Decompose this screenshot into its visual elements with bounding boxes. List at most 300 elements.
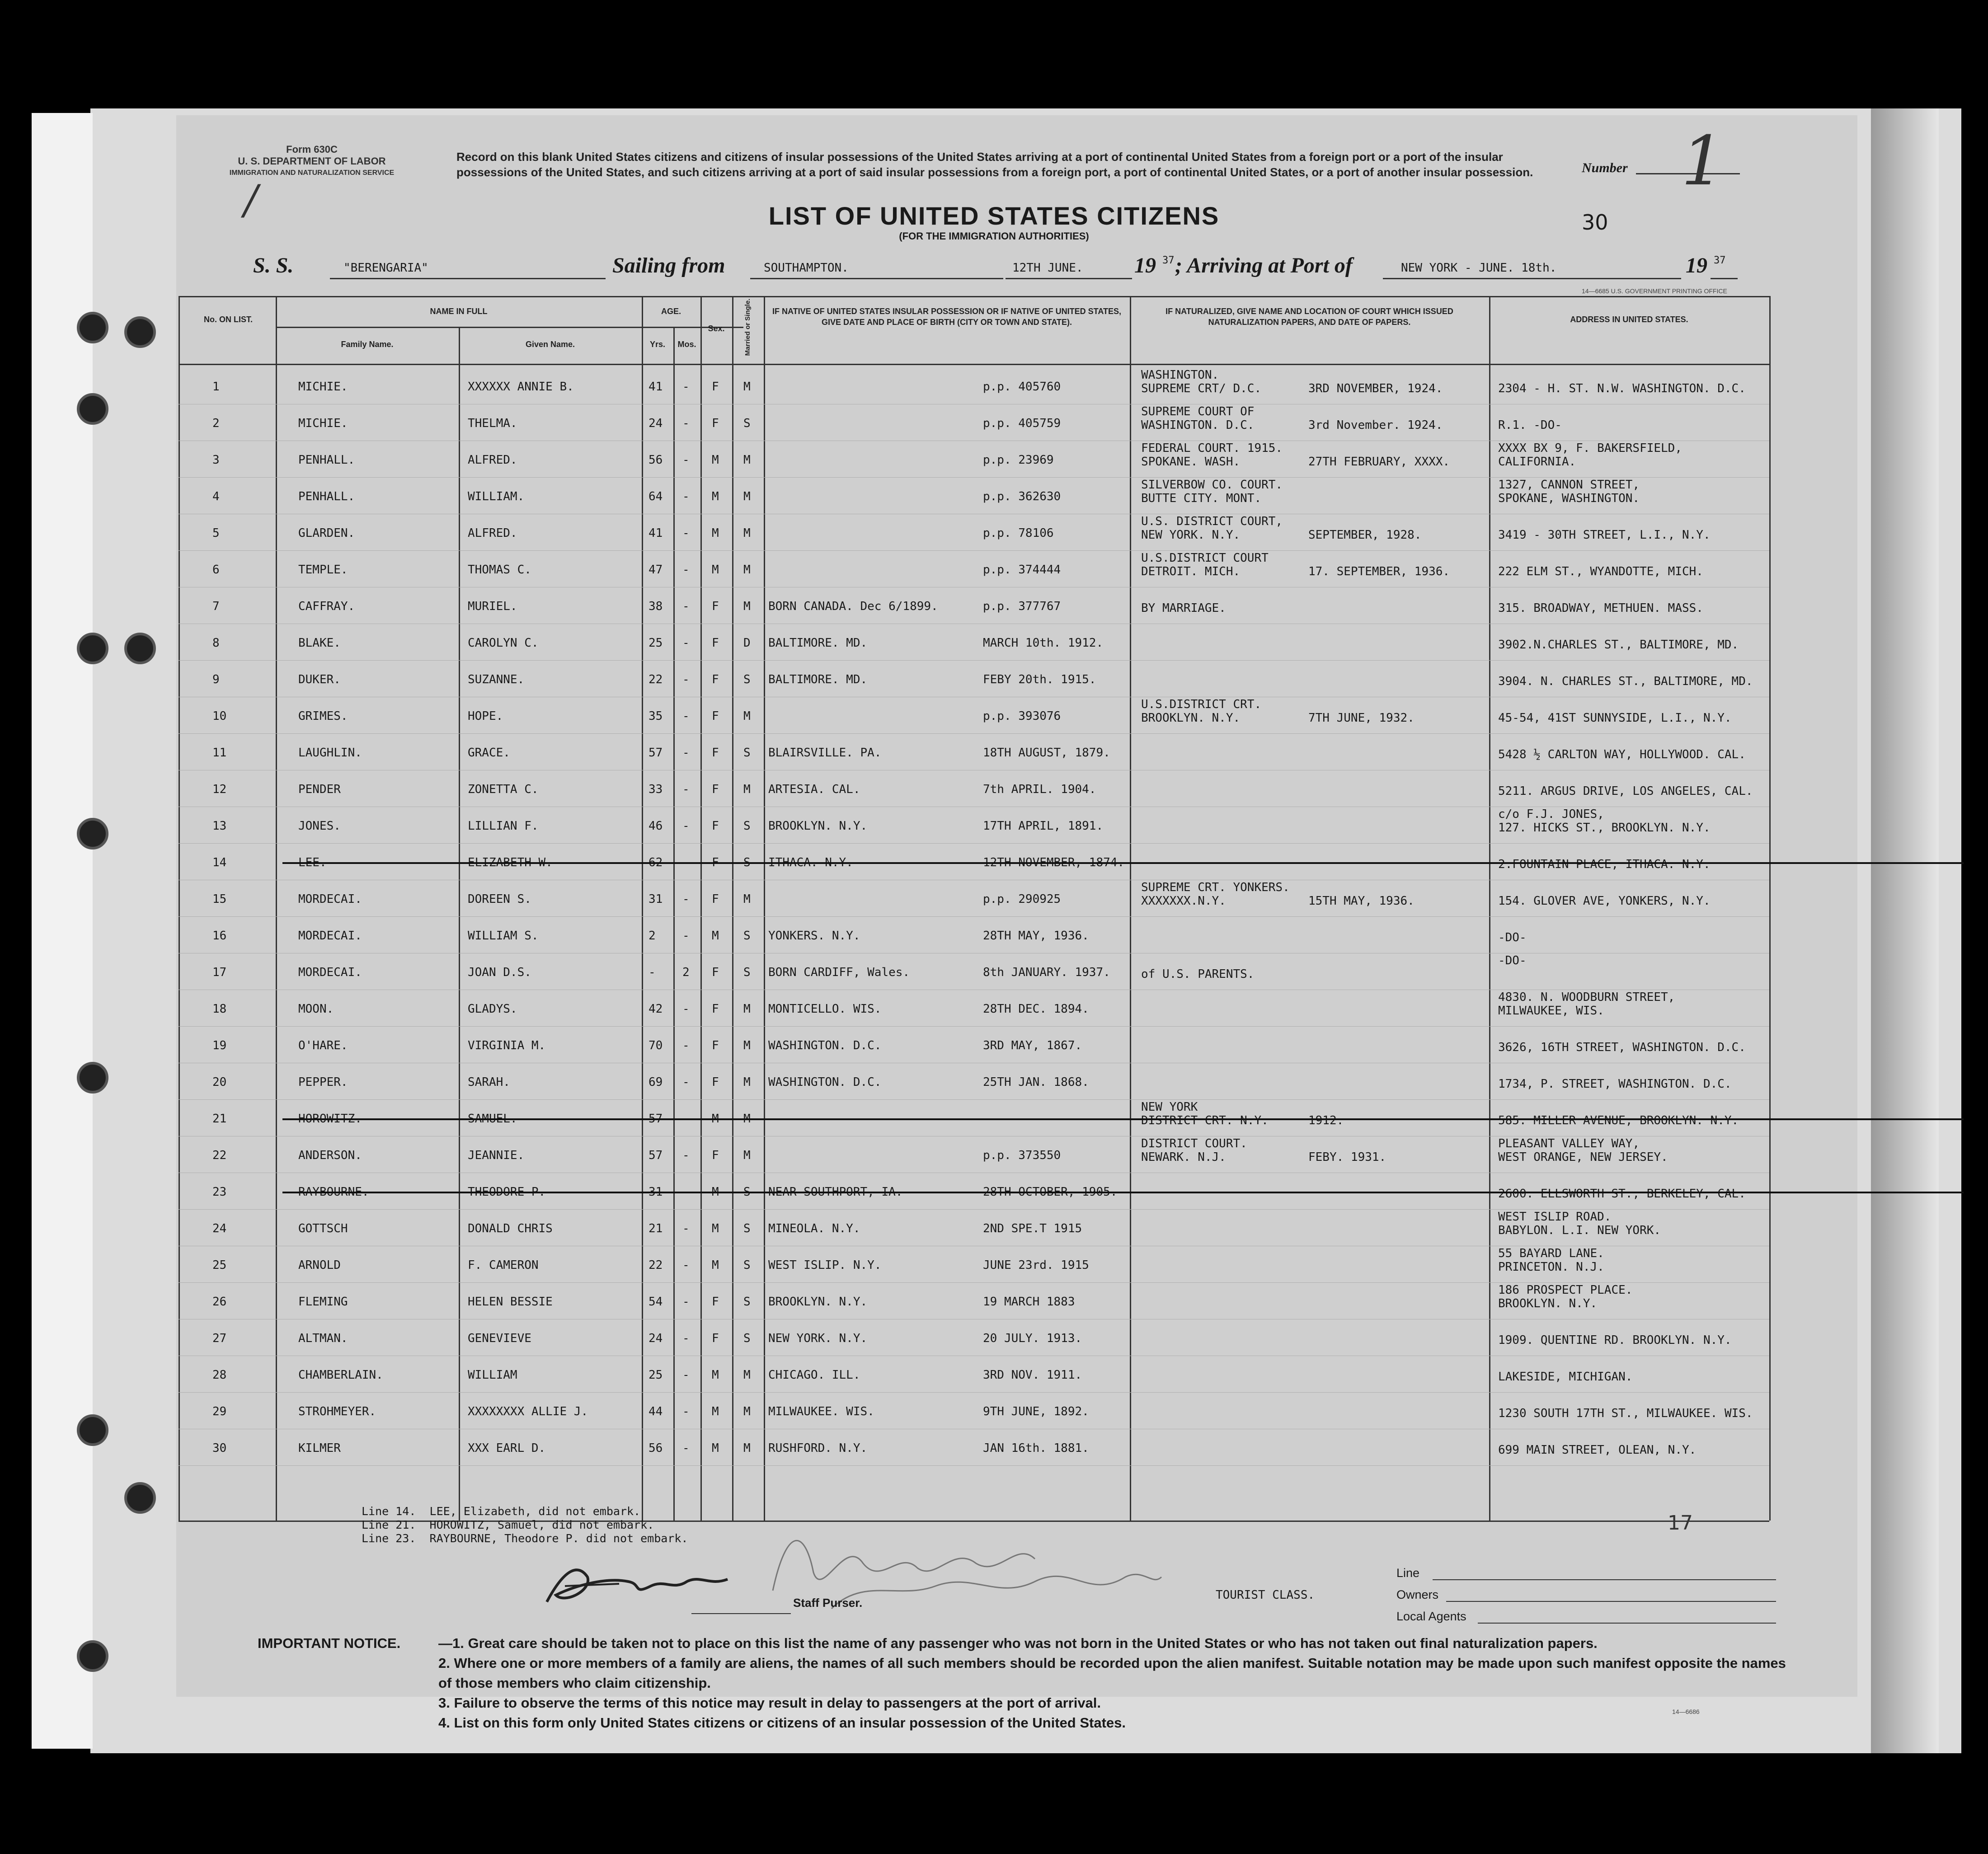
list-title: LIST OF UNITED STATES CITIZENS — [768, 202, 1220, 230]
age-months-cell: - — [682, 1222, 690, 1235]
age-months-cell: - — [682, 563, 690, 577]
binder-hole — [77, 818, 108, 850]
sex-cell: M — [712, 929, 719, 943]
sex-cell: F — [712, 1002, 719, 1016]
birth-place-cell: BORN CARDIFF, Wales. — [768, 966, 910, 979]
birth-place-cell: ARTESIA. CAL. — [768, 783, 860, 796]
stamp-page-number: 17 — [1668, 1511, 1693, 1535]
marital-status-cell: M — [743, 1405, 751, 1418]
court-date-cell: 3RD NOVEMBER, 1924. — [1308, 382, 1443, 395]
passenger-row — [179, 1430, 1769, 1466]
arrival-year-prefix: 19 — [1686, 253, 1707, 277]
passenger-row — [179, 1247, 1769, 1283]
passenger-row — [179, 734, 1769, 771]
address-line-2: 3902.N.CHARLES ST., BALTIMORE, MD. — [1498, 638, 1739, 652]
birth-date-or-passport-cell: p.p. 373550 — [983, 1149, 1061, 1162]
age-years-cell: 24 — [649, 417, 663, 430]
sex-cell: F — [712, 1332, 719, 1345]
marital-status-cell: S — [743, 856, 751, 869]
address-line-2: 2304 - H. ST. N.W. WASHINGTON. D.C. — [1498, 382, 1746, 395]
court-line-2: DISTRICT CRT. N.Y. — [1141, 1114, 1269, 1127]
birth-place-cell: MONTICELLO. WIS. — [768, 1002, 882, 1016]
header-age: AGE. — [661, 307, 681, 316]
notice-item: 3. Failure to observe the terms of this notice may result in delay to passengers at the port of arrival. — [438, 1695, 1101, 1711]
list-number-cell: 12 — [212, 783, 227, 796]
marital-status-cell: M — [743, 490, 751, 503]
court-line-2: XXXXXXX.N.Y. — [1141, 894, 1226, 908]
birth-date-or-passport-cell: p.p. 377767 — [983, 600, 1061, 613]
address-line-2: 1734, P. STREET, WASHINGTON. D.C. — [1498, 1077, 1732, 1091]
age-years-cell: 22 — [649, 1258, 663, 1272]
birth-date-or-passport-cell: FEBY 20th. 1915. — [983, 673, 1096, 686]
binder-hole — [77, 1062, 108, 1094]
sex-cell: M — [712, 1222, 719, 1235]
address-line-2: 1230 SOUTH 17TH ST., MILWAUKEE. WIS. — [1498, 1407, 1753, 1420]
service-name: IMMIGRATION AND NATURALIZATION SERVICE — [229, 169, 395, 177]
page-edge-shadow — [1871, 108, 1939, 1753]
list-number-cell: 22 — [212, 1149, 227, 1162]
strike-through-line — [282, 1192, 1964, 1193]
age-years-cell: 42 — [649, 1002, 663, 1016]
passenger-row — [179, 624, 1769, 661]
court-line-2: of U.S. PARENTS. — [1141, 967, 1255, 981]
given-name-cell: GENEVIEVE — [468, 1332, 531, 1345]
ledger-header-rule — [179, 364, 1769, 365]
passenger-row — [179, 698, 1769, 734]
passenger-row — [179, 807, 1769, 844]
strike-through-line — [282, 862, 1964, 864]
address-line-2: 2.FOUNTAIN PLACE, ITHACA. N.Y. — [1498, 858, 1711, 871]
age-months-cell: - — [682, 1002, 690, 1016]
birth-date-or-passport-cell: 2ND SPE.T 1915 — [983, 1222, 1082, 1235]
signature-area — [0, 1559, 1988, 1627]
court-date-cell: 17. SEPTEMBER, 1936. — [1308, 565, 1450, 578]
footnote-line: Line 14. LEE, Elizabeth, did not embark. — [362, 1505, 641, 1518]
age-months-cell: - — [682, 636, 690, 650]
header-sex: Sex. — [708, 324, 725, 333]
court-line-2: WASHINGTON. D.C. — [1141, 418, 1255, 432]
marital-status-cell: M — [743, 380, 751, 394]
list-number-cell: 17 — [212, 966, 227, 979]
family-name-cell: GRIMES. — [298, 709, 348, 723]
age-years-cell: 21 — [649, 1222, 663, 1235]
birth-date-or-passport-cell: p.p. 405759 — [983, 417, 1061, 430]
owners-underline — [1446, 1601, 1776, 1602]
passenger-row — [179, 771, 1769, 807]
given-name-cell: XXXXXX ANNIE B. — [468, 380, 574, 394]
notice-item: 2. Where one or more members of a family are aliens, the names of all such members should be recorded upon the alien manifest. Suitable notation may be made upon such manifest opposite the names of those members who claim citizenship. — [438, 1655, 1786, 1691]
birth-place-cell: NEW YORK. N.Y. — [768, 1332, 868, 1345]
address-line-2: -DO- — [1498, 931, 1527, 944]
family-name-cell: ARNOLD — [298, 1258, 341, 1272]
passenger-row — [179, 515, 1769, 551]
marital-status-cell: M — [743, 1149, 751, 1162]
passenger-row — [179, 1173, 1769, 1210]
department-name: U. S. DEPARTMENT OF LABOR — [238, 155, 386, 167]
age-years-cell: 57 — [649, 1149, 663, 1162]
birth-place-cell: BLAIRSVILLE. PA. — [768, 746, 882, 760]
age-months-cell: - — [682, 526, 690, 540]
list-number-cell: 2 — [212, 417, 220, 430]
sex-cell: F — [712, 783, 719, 796]
list-number-cell: 27 — [212, 1332, 227, 1345]
given-name-cell: JEANNIE. — [468, 1149, 525, 1162]
birth-place-cell: BROOKLYN. N.Y. — [768, 1295, 868, 1309]
departure-year-prefix: 19 — [1134, 253, 1156, 277]
age-years-cell: 31 — [649, 1185, 663, 1199]
departure-year: 37 — [1162, 255, 1175, 266]
birth-date-or-passport-cell: 28TH OCTOBER, 1905. — [983, 1185, 1118, 1199]
passenger-row — [179, 551, 1769, 588]
birth-date-or-passport-cell: p.p. 393076 — [983, 709, 1061, 723]
age-years-cell: 25 — [649, 636, 663, 650]
list-number-cell: 15 — [212, 892, 227, 906]
age-months-cell: - — [682, 819, 690, 833]
staff-purser-label: Staff Purser. — [793, 1596, 863, 1610]
age-months-cell: - — [682, 673, 690, 686]
age-months-cell: - — [682, 1075, 690, 1089]
departure-date: 12TH JUNE. — [1012, 261, 1083, 275]
birth-date-or-passport-cell: p.p. 290925 — [983, 892, 1061, 906]
row-rule — [179, 550, 1769, 551]
birth-date-or-passport-cell: 20 JULY. 1913. — [983, 1332, 1082, 1345]
passenger-row — [179, 661, 1769, 698]
passenger-row — [179, 1393, 1769, 1430]
arrival-year-underline — [1711, 278, 1738, 279]
given-name-cell: SUZANNE. — [468, 673, 525, 686]
sex-cell: F — [712, 892, 719, 906]
list-number: 1 — [1681, 122, 1725, 201]
binder-hole — [77, 1640, 108, 1672]
birth-date-or-passport-cell: 28TH MAY, 1936. — [983, 929, 1089, 943]
sex-cell: F — [712, 1295, 719, 1309]
address-line-1: c/o F.J. JONES, — [1498, 807, 1604, 821]
list-number-cell: 7 — [212, 600, 220, 613]
binder-hole — [77, 312, 108, 343]
age-years-cell: 35 — [649, 709, 663, 723]
list-number-cell: 3 — [212, 453, 220, 467]
sailing-label: Sailing from — [612, 253, 725, 277]
sex-cell: M — [712, 563, 719, 577]
marital-status-cell: M — [743, 526, 751, 540]
age-years-cell: 41 — [649, 526, 663, 540]
family-name-cell: ANDERSON. — [298, 1149, 362, 1162]
family-name-cell: KILMER — [298, 1441, 341, 1455]
address-line-1: WEST ISLIP ROAD. — [1498, 1210, 1612, 1224]
passenger-row — [179, 1283, 1769, 1320]
passenger-row — [179, 1064, 1769, 1100]
family-name-cell: MOON. — [298, 1002, 334, 1016]
footnotes — [362, 1505, 688, 1545]
voyage-line — [253, 253, 1744, 280]
birth-date-or-passport-cell: p.p. 362630 — [983, 490, 1061, 503]
age-months-cell: - — [682, 1039, 690, 1052]
court-date-cell: 27TH FEBRUARY, XXXX. — [1308, 455, 1450, 469]
age-years-cell: 46 — [649, 819, 663, 833]
given-name-cell: SAMUEL. — [468, 1112, 517, 1126]
marital-status-cell: S — [743, 1185, 751, 1199]
age-years-cell: 38 — [649, 600, 663, 613]
departure-port-underline — [750, 278, 1003, 279]
header-naturalization: IF NATURALIZED, GIVE NAME AND LOCATION OF COURT WHICH ISSUED NATURALIZATION PAPERS, AND DATE OF PAPERS. — [1166, 307, 1453, 327]
given-name-cell: DOREEN S. — [468, 892, 531, 906]
family-name-cell: MORDECAI. — [298, 966, 362, 979]
age-years-cell: - — [649, 966, 656, 979]
list-number-cell: 9 — [212, 673, 220, 686]
age-years-cell: 22 — [649, 673, 663, 686]
family-name-cell: LEE. — [298, 856, 327, 869]
list-subtitle: (FOR THE IMMIGRATION AUTHORITIES) — [899, 230, 1089, 242]
age-months-cell: 2 — [682, 966, 690, 979]
arrival-port-underline — [1383, 278, 1681, 279]
passenger-row — [179, 881, 1769, 917]
sex-cell: F — [712, 673, 719, 686]
sex-cell: M — [712, 490, 719, 503]
birth-date-or-passport-cell: 7th APRIL. 1904. — [983, 783, 1096, 796]
passenger-row — [179, 990, 1769, 1027]
sex-cell: M — [712, 1112, 719, 1126]
marital-status-cell: M — [743, 1075, 751, 1089]
court-line-1: NEW YORK — [1141, 1100, 1198, 1114]
address-line-2: 154. GLOVER AVE, YONKERS, N.Y. — [1498, 894, 1711, 908]
address-line-2: LAKESIDE, MICHIGAN. — [1498, 1370, 1633, 1384]
marital-status-cell: S — [743, 1332, 751, 1345]
birth-date-or-passport-cell: 9TH JUNE, 1892. — [983, 1405, 1089, 1418]
address-line-2: CALIFORNIA. — [1498, 455, 1576, 469]
ledger-top-rule — [179, 296, 1769, 297]
passenger-row — [179, 368, 1769, 405]
age-months-cell: - — [682, 709, 690, 723]
birth-date-or-passport-cell: 25TH JAN. 1868. — [983, 1075, 1089, 1089]
arrival-year: 37 — [1714, 255, 1726, 266]
list-number-cell: 18 — [212, 1002, 227, 1016]
passenger-row — [179, 588, 1769, 624]
given-name-cell: ALFRED. — [468, 526, 517, 540]
birth-date-or-passport-cell: 17TH APRIL, 1891. — [983, 819, 1104, 833]
age-years-cell: 2 — [649, 929, 656, 943]
address-line-1: PLEASANT VALLEY WAY, — [1498, 1137, 1640, 1150]
family-name-cell: TEMPLE. — [298, 563, 348, 577]
family-name-cell: DUKER. — [298, 673, 341, 686]
age-months-cell: - — [682, 1332, 690, 1345]
given-name-cell: ELIZABETH W. — [468, 856, 553, 869]
sex-cell: F — [712, 380, 719, 394]
list-number-cell: 1 — [212, 380, 220, 394]
marital-status-cell: M — [743, 1368, 751, 1382]
age-years-cell: 62 — [649, 856, 663, 869]
ship-name-underline — [330, 278, 606, 279]
age-months-cell: - — [682, 1295, 690, 1309]
birth-place-cell: WASHINGTON. D.C. — [768, 1039, 882, 1052]
family-name-cell: MICHIE. — [298, 417, 348, 430]
court-line-1: U.S.DISTRICT COURT — [1141, 551, 1269, 565]
header-given-name: Given Name. — [525, 340, 575, 349]
birth-date-or-passport-cell: JUNE 23rd. 1915 — [983, 1258, 1089, 1272]
notice-item: 4. List on this form only United States citizens or citizens of an insular possession of the United States. — [438, 1715, 1126, 1731]
court-date-cell: FEBY. 1931. — [1308, 1150, 1386, 1164]
court-date-cell: 15TH MAY, 1936. — [1308, 894, 1415, 908]
family-name-cell: CHAMBERLAIN. — [298, 1368, 383, 1382]
given-name-cell: WILLIAM. — [468, 490, 525, 503]
age-months-cell: - — [682, 490, 690, 503]
row-rule — [179, 733, 1769, 734]
passenger-row — [179, 441, 1769, 478]
row-rule — [179, 1099, 1769, 1100]
list-number-cell: 6 — [212, 563, 220, 577]
header-birth-place-date: IF NATIVE OF UNITED STATES INSULAR POSSESSION OR IF NATIVE OF UNITED STATES, GIVE DATE AND PLACE OF BIRTH (CITY OR TOWN AND STATE). — [772, 307, 1122, 327]
given-name-cell: LILLIAN F. — [468, 819, 539, 833]
binder-hole — [77, 1414, 108, 1446]
marital-status-cell: S — [743, 929, 751, 943]
sex-cell: F — [712, 636, 719, 650]
birth-place-cell: BALTIMORE. MD. — [768, 636, 868, 650]
given-name-cell: HOPE. — [468, 709, 503, 723]
age-years-cell: 64 — [649, 490, 663, 503]
birth-place-cell: BALTIMORE. MD. — [768, 673, 868, 686]
sex-cell: F — [712, 1149, 719, 1162]
address-line-2: 5428 ½ CARLTON WAY, HOLLYWOOD. CAL. — [1498, 748, 1746, 761]
marital-status-cell: M — [743, 1112, 751, 1126]
row-rule — [179, 1026, 1769, 1027]
address-line-2: WEST ORANGE, NEW JERSEY. — [1498, 1150, 1668, 1164]
marital-status-cell: S — [743, 966, 751, 979]
birth-place-cell: ITHACA. N.Y. — [768, 856, 853, 869]
address-line-2: PRINCETON. N.J. — [1498, 1260, 1604, 1274]
row-rule — [179, 1392, 1769, 1393]
row-rule — [179, 843, 1769, 844]
given-name-cell: WILLIAM — [468, 1368, 517, 1382]
sex-cell: F — [712, 1075, 719, 1089]
court-line-2: DETROIT. MICH. — [1141, 565, 1241, 578]
ship-name: "BERENGARIA" — [343, 261, 428, 275]
address-line-2: 2600. ELLSWORTH ST., BERKELEY, CAL. — [1498, 1187, 1746, 1201]
sheet-hole — [124, 633, 156, 664]
age-years-cell: 47 — [649, 563, 663, 577]
print-code-bottom: 14—6686 — [1672, 1708, 1700, 1715]
passenger-row — [179, 405, 1769, 441]
court-line-1: WASHINGTON. — [1141, 368, 1219, 382]
court-line-2: NEWARK. N.J. — [1141, 1150, 1226, 1164]
given-name-cell: WILLIAM S. — [468, 929, 539, 943]
family-name-cell: PENHALL. — [298, 453, 355, 467]
header-years: Yrs. — [649, 340, 666, 349]
family-name-cell: MORDECAI. — [298, 892, 362, 906]
marital-status-cell: M — [743, 453, 751, 467]
given-name-cell: ZONETTA C. — [468, 783, 539, 796]
line-label: Line — [1396, 1566, 1420, 1580]
age-years-cell: 25 — [649, 1368, 663, 1382]
court-line-2: BUTTE CITY. MONT. — [1141, 492, 1262, 505]
col-rule — [1769, 296, 1771, 1521]
birth-date-or-passport-cell: 8th JANUARY. 1937. — [983, 966, 1110, 979]
age-years-cell: 24 — [649, 1332, 663, 1345]
court-line-2: BROOKLYN. N.Y. — [1141, 711, 1241, 725]
birth-date-or-passport-cell: 18TH AUGUST, 1879. — [983, 746, 1110, 760]
birth-date-or-passport-cell: JAN 16th. 1881. — [983, 1441, 1089, 1455]
departure-date-underline — [1006, 278, 1132, 279]
given-name-cell: XXXXXXXX ALLIE J. — [468, 1405, 588, 1418]
address-line-1: XXXX BX 9, F. BAKERSFIELD, — [1498, 441, 1682, 455]
given-name-cell: GRACE. — [468, 746, 510, 760]
marital-status-cell: S — [743, 417, 751, 430]
court-line-1: FEDERAL COURT. 1915. — [1141, 441, 1283, 455]
footnote-line: Line 23. RAYBOURNE, Theodore P. did not embark. — [362, 1532, 688, 1545]
passenger-row — [179, 917, 1769, 954]
birth-date-or-passport-cell: 19 MARCH 1883 — [983, 1295, 1075, 1309]
given-name-cell: XXX EARL D. — [468, 1441, 546, 1455]
binder-hole — [77, 633, 108, 664]
court-line-1: SUPREME COURT OF — [1141, 405, 1255, 418]
list-number-cell: 4 — [212, 490, 220, 503]
owners-label: Owners — [1396, 1588, 1439, 1601]
header-family-name: Family Name. — [341, 340, 394, 349]
passenger-row — [179, 1320, 1769, 1356]
given-name-cell: GLADYS. — [468, 1002, 517, 1016]
important-notice-items — [438, 1633, 1794, 1733]
margin-check-mark: / — [244, 176, 258, 224]
age-years-cell: 57 — [649, 746, 663, 760]
age-years-cell: 56 — [649, 1441, 663, 1455]
passenger-row — [179, 1100, 1769, 1137]
form-number-block — [194, 144, 429, 179]
court-line-1: DISTRICT COURT. — [1141, 1137, 1247, 1150]
court-line-2: SUPREME CRT/ D.C. — [1141, 382, 1262, 395]
birth-date-or-passport-cell: 3RD NOV. 1911. — [983, 1368, 1082, 1382]
marital-status-cell: D — [743, 636, 751, 650]
passenger-row — [179, 478, 1769, 515]
court-date-cell: SEPTEMBER, 1928. — [1308, 528, 1422, 542]
birth-place-cell: MINEOLA. N.Y. — [768, 1222, 860, 1235]
row-rule — [179, 1465, 1769, 1466]
age-months-cell: - — [682, 746, 690, 760]
sex-cell: M — [712, 1441, 719, 1455]
given-name-cell: F. CAMERON — [468, 1258, 539, 1272]
age-months-cell: - — [682, 1368, 690, 1382]
age-months-cell: - — [682, 1149, 690, 1162]
court-line-1: SUPREME CRT. YONKERS. — [1141, 881, 1290, 894]
given-name-cell: CAROLYN C. — [468, 636, 539, 650]
footnote-line: Line 21. HOROWITZ, Samuel, did not embark. — [362, 1518, 654, 1531]
birth-place-cell: WEST ISLIP. N.Y. — [768, 1258, 882, 1272]
court-line-2: NEW YORK. N.Y. — [1141, 528, 1241, 542]
list-number-cell: 16 — [212, 929, 227, 943]
given-name-cell: THEODORE P. — [468, 1185, 546, 1199]
passenger-row — [179, 1027, 1769, 1064]
row-rule — [179, 660, 1769, 661]
family-name-cell: RAYBOURNE. — [298, 1185, 369, 1199]
address-line-2: 315. BROADWAY, METHUEN. MASS. — [1498, 601, 1703, 615]
birth-place-cell: YONKERS. N.Y. — [768, 929, 860, 943]
purser-signature — [538, 1559, 773, 1613]
address-line-1: -DO- — [1498, 954, 1527, 967]
header-address: ADDRESS IN UNITED STATES. — [1570, 315, 1688, 324]
passenger-row — [179, 1137, 1769, 1173]
sex-cell: F — [712, 1039, 719, 1052]
row-rule — [179, 1282, 1769, 1283]
birth-date-or-passport-cell: 12TH NOVEMBER, 1874. — [983, 856, 1125, 869]
passenger-row — [179, 1210, 1769, 1247]
family-name-cell: PEPPER. — [298, 1075, 348, 1089]
given-name-cell: MURIEL. — [468, 600, 517, 613]
marital-status-cell: M — [743, 1002, 751, 1016]
age-months-cell: - — [682, 929, 690, 943]
list-number-cell: 13 — [212, 819, 227, 833]
family-name-cell: MICHIE. — [298, 380, 348, 394]
age-years-cell: 70 — [649, 1039, 663, 1052]
age-months-cell: - — [682, 453, 690, 467]
given-name-cell: JOAN D.S. — [468, 966, 531, 979]
age-months-cell: - — [682, 1112, 690, 1126]
